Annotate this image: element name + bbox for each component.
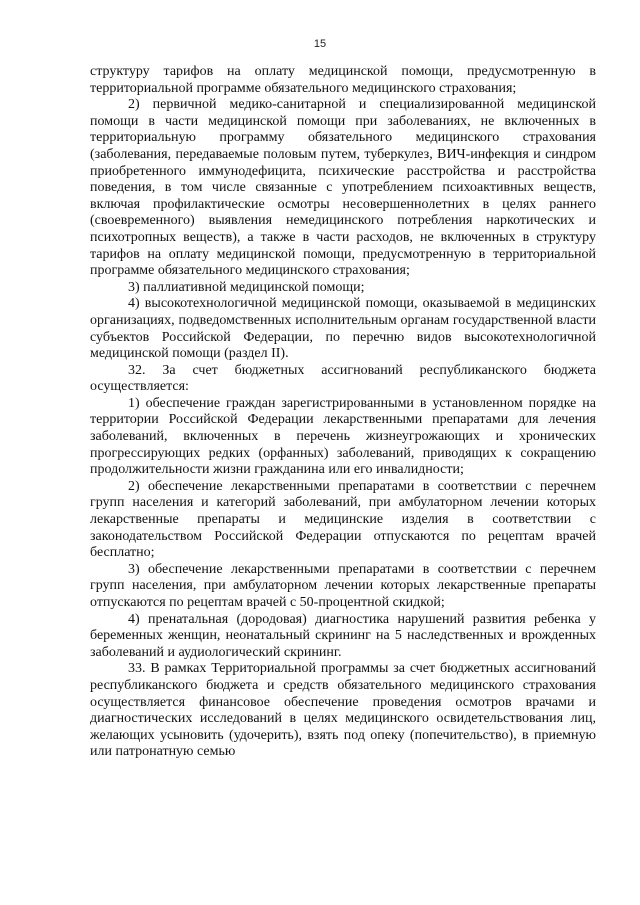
paragraph-continuation: структуру тарифов на оплату медицинской помощи, предусмотренную в территориальной программе обязательного медицинского страхования; — [90, 64, 596, 96]
paragraph-section-33: 33. В рамках Территориальной программы за счет бюджетных ассигнований республиканского бюджета и средств обязательного медицинского страхования осуществляется финансовое обеспечение проведения осмотров врачами и диагностических исследований в целях медицинского освидетельствования лиц, желающих усыновить (удочерить), взять под опеку (попечительство), в приемную или патронатную семью — [90, 661, 596, 760]
paragraph-32-item-4: 4) пренатальная (дородовая) диагностика нарушений развития ребенка у беременных женщин, неонатальный скрининг на 5 наследственных и врожденных заболеваний и аудиологический скрининг. — [90, 611, 596, 660]
paragraph-32-item-3: 3) обеспечение лекарственными препаратами в соответствии с перечнем групп населения, при амбулаторном лечении которых лекарственные препараты отпускаются по рецептам врачей с 50-процентной скидкой; — [90, 561, 596, 610]
page-number: 15 — [313, 38, 327, 50]
paragraph-32-item-1: 1) обеспечение граждан зарегистрированными в установленном порядке на территории Российской Федерации лекарственными препаратами для лечения заболеваний, включенных в перечень жизнеугрожающих и хронических прогрессирующих редких (орфанных) заболеваний, приводящих к сокращению продолжительности жизни гражданина или его инвалидности; — [90, 395, 596, 478]
paragraph-item-2-primary-care: 2) первичной медико-санитарной и специализированной медицинской помощи в части медицинской помощи при заболеваниях, не включенных в территориальную программу обязательного медицинского страхования (заболевания, передаваемые половым путем, туберкулез, ВИЧ-инфекция и синдром приобретенного иммунодефицита, психические расстройства и расстройства поведения, в том числе связанные с употреблением психоактивных веществ, включая профилактические осмотры несовершеннолетних в целях раннего (своевременного) выявления немедицинского потребления наркотических и психотропных веществ), а также в части расходов, не включенных в структуру тарифов на оплату медицинской помощи, предусмотренную в территориальной программе обязательного медицинского страхования; — [90, 97, 596, 279]
document-body — [90, 64, 596, 761]
paragraph-item-4-high-tech: 4) высокотехнологичной медицинской помощи, оказываемой в медицинских организациях, подведомственных исполнительным органам государственной власти субъектов Российской Федерации, по перечню видов высокотехнологичной медицинской помощи (раздел II). — [90, 296, 596, 362]
paragraph-item-3-palliative: 3) паллиативной медицинской помощи; — [128, 279, 365, 295]
paragraph-32-item-2: 2) обеспечение лекарственными препаратами в соответствии с перечнем групп населения и категорий заболеваний, при амбулаторном лечении которых лекарственные препараты и медицинские изделия в соответствии с законодательством Российской Федерации отпускаются по рецептам врачей бесплатно; — [90, 478, 596, 561]
paragraph-section-32: 32. За счет бюджетных ассигнований республиканского бюджета осуществляется: — [90, 362, 596, 395]
